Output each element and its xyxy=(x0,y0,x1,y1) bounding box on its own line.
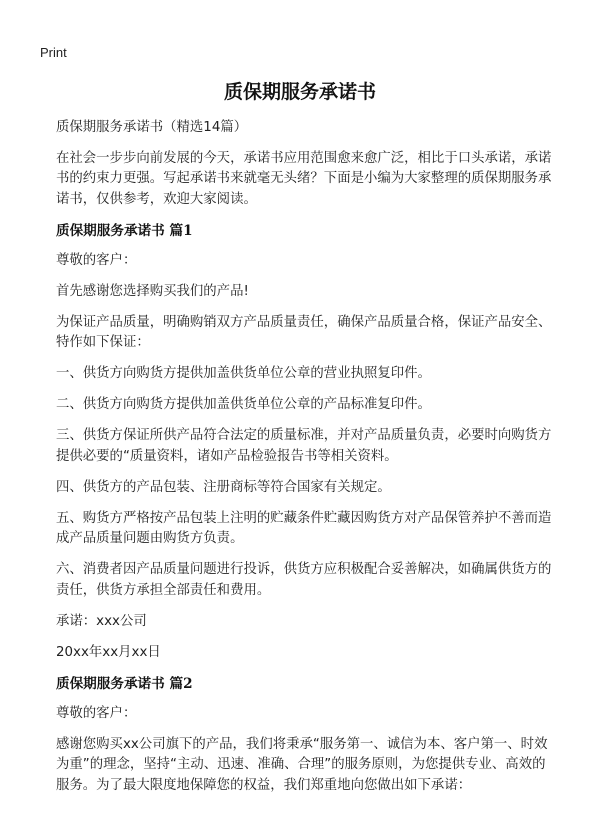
list-item: 四、供货方的产品包装、注册商标等符合国家有关规定。 xyxy=(56,479,391,495)
paragraph: 为保证产品质量，明确购销双方产品质量责任，确保产品质量合格，保证产品安全、特作如下保证： xyxy=(56,314,552,350)
list-item: 六、消费者因产品质量问题进行投诉，供货方应积极配合妥善解决，如确属供货方的责任，供货方承担全部责任和费用。 xyxy=(56,562,552,598)
date-line: 20xx年xx月xx日 xyxy=(56,644,161,660)
intro-paragraph: 在社会一步步向前发展的今天，承诺书应用范围愈来愈广泛，相比于口头承诺，承诺书的约束力更强。写起承诺书来就毫无头绪？下面是小编为大家整理的质保期服务承诺书，仅供参考，欢迎大家阅读。 xyxy=(56,150,552,207)
paragraph: 首先感谢您选择购买我们的产品! xyxy=(56,283,249,299)
signature-line: 承诺：xxx公司 xyxy=(56,613,147,629)
print-link[interactable]: Print xyxy=(40,45,67,60)
document-body xyxy=(56,118,556,807)
list-item: 三、供货方保证所供产品符合法定的质量标准，并对产品质量负责，必要时向购货方提供必要的“质量资料，诸如产品检验报告书等相关资料。 xyxy=(56,428,552,464)
section-heading: 质保期服务承诺书 篇1 xyxy=(56,222,193,239)
section-heading: 质保期服务承诺书 篇2 xyxy=(56,675,193,692)
list-item: 一、供货方向购货方提供加盖供货单位公章的营业执照复印件。 xyxy=(56,366,431,381)
page-title: 质保期服务承诺书 xyxy=(223,81,376,103)
list-item: 五、购货方严格按产品包装上注明的贮藏条件贮藏因购货方对产品保管养护不善而造成产品质量问题由购货方负责。 xyxy=(56,510,552,546)
list-item: 二、供货方向购货方提供加盖供货单位公章的产品标准复印件。 xyxy=(56,397,431,412)
salutation: 尊敬的客户： xyxy=(56,252,137,268)
document-subtitle: 质保期服务承诺书（精选14篇） xyxy=(56,120,248,135)
paragraph: 感谢您购买xx公司旗下的产品，我们将秉承“服务第一、诚信为本、客户第一、时效为重”的理念，坚持“主动、迅速、准确、合理”的服务原则，为您提供专业、高效的服务。为了最大限度地保障您的权益，我们郑重地向您做出如下承诺： xyxy=(56,736,548,793)
salutation: 尊敬的客户： xyxy=(56,705,137,721)
